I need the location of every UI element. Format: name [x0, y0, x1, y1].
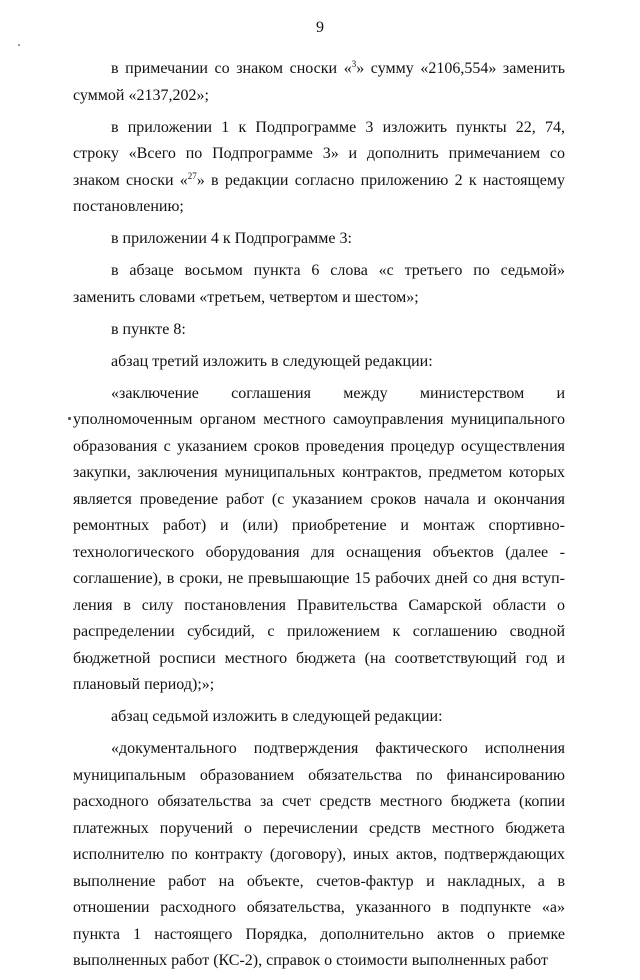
paragraph-text: в приложении 1 к Подпрограмме 3 изложить пункты 22, 74, строку «Всего по Подпрограмме 3» и дополнить примечанием со знаком сноски «	[73, 118, 565, 189]
page-number: 9	[316, 19, 324, 36]
paragraph-documentation-quote: «документального подтверждения фактического исполнения муниципальным образованием обязательства по финансированию расходного обязательства за счет средств местного бюджета (копии платежных поручений о перечислении средств местного бюджета исполнителю по контракту (договору), иных актов, подтверждающих выполнение работ на объекте, счетов-фактур и накладных, а в отношении расходного обязательства, указанного в подпункте «а» пункта 1 настоящего Порядка, дополнительно актов о приемке выполненных работ (КС-2), справок о стоимости выполненных работ	[73, 740, 565, 969]
paragraph-appendix-1-amendment	[73, 115, 565, 221]
paragraph-seventh-abzac-intro: абзац седьмой изложить в следующей редакции:	[111, 708, 443, 725]
footnote-marker: 27	[187, 170, 197, 181]
paragraph-footnote-3-amendment	[73, 56, 565, 109]
paragraph-text: » в редакции согласно приложению 2 к настоящему постановлению;	[73, 171, 566, 215]
paragraph-appendix-4-heading: в приложении 4 к Подпрограмме 3:	[111, 230, 352, 247]
paragraph-item-6-amendment: в абзаце восьмом пункта 6 слова «с третьего по седьмой» заменить словами «третьем, четвертом и шестом»;	[73, 262, 565, 306]
paragraph-item-8-heading: в пункте 8:	[111, 320, 186, 338]
scan-speck	[68, 417, 71, 420]
scan-speck	[18, 44, 20, 46]
paragraph-agreement-quote: «заключение соглашения между министерством и уполномоченным органом местного самоуправления муниципального образования с указанием сроков проведения процедур осуществления закупки, заключения муниципальных контрактов, предметом которых является проведение работ (с указанием сроков начала и окончания ремонтных работ) и (или) приобретение и монтаж спортивно-технологического оборудования для оснащения объектов (далее - соглашение), в сроки, не превышающие 15 рабочих дней со дня вступления в силу постановления Правительства Самарской области о распределении субсидий, с приложением к соглашению сводной бюджетной росписи местного бюджета (на соответствующий год и плановый период);»;	[73, 384, 565, 693]
body-text	[73, 56, 565, 980]
paragraph-text: » сумму «2106,554» заменить суммой «2137,202»;	[73, 60, 565, 104]
paragraph-third-abzac-intro: абзац третий изложить в следующей редакции:	[111, 352, 433, 370]
paragraph-text: в примечании со знаком сноски «	[111, 60, 352, 77]
footnote-marker: 3	[351, 59, 357, 69]
